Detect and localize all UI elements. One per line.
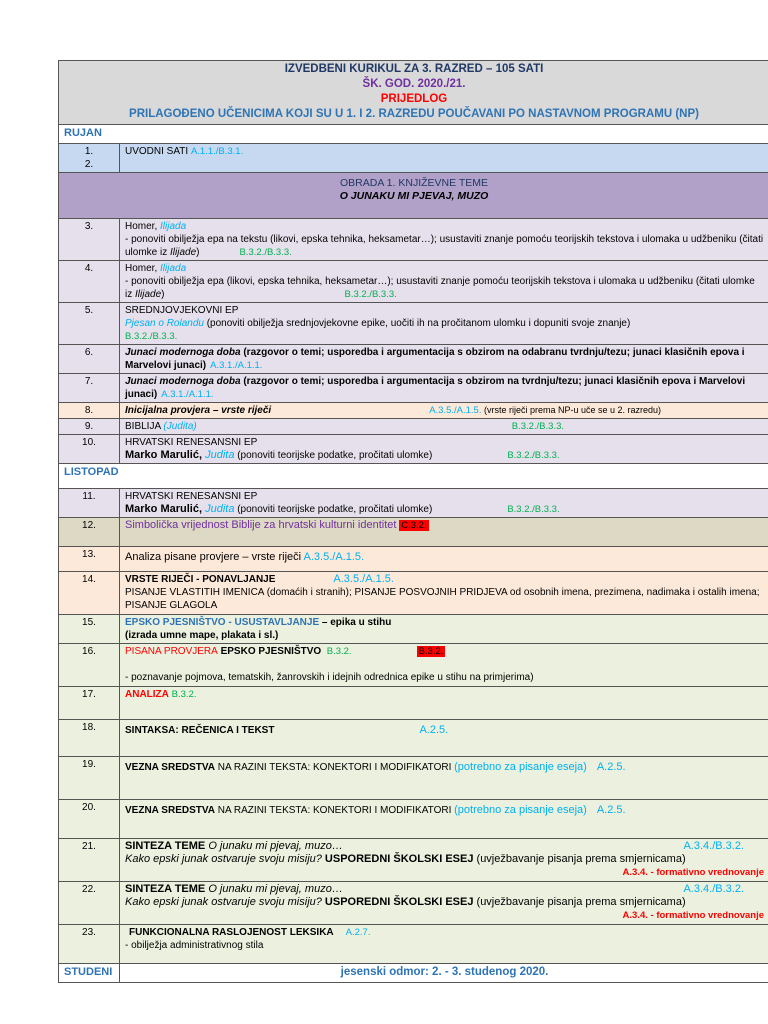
lesson-heading: HRVATSKI RENESANSNI EP (125, 437, 258, 448)
lesson-number: 8. (59, 403, 120, 419)
lesson-heading: SREDNJOVJEKOVNI EP (125, 305, 239, 316)
work-title: Judita (205, 449, 235, 461)
lesson-heading: VRSTE RIJEČI - PONAVLJANJE (125, 574, 276, 585)
lesson-number: 15. (59, 615, 120, 644)
table-row (59, 720, 768, 757)
outcome-code: B.3.2./B.3.3. (511, 421, 565, 432)
lesson-number: 19. (59, 757, 120, 800)
lesson-text: (uvježbavanje pisanja prema smjernicama) (473, 896, 686, 908)
assessment-note: A.3.4. - formativno vrednovanje (622, 867, 765, 878)
outcome-code: B.3.2./B.3.3. (125, 331, 178, 342)
table-row (59, 261, 768, 303)
outcome-code: A.3.4./B.3.2. (683, 840, 745, 852)
lesson-number: 14. (59, 572, 120, 615)
lesson-heading: PISANA PROVJERA (125, 646, 218, 657)
lesson-heading: ANALIZA (125, 689, 169, 700)
lesson-heading: VEZNA SREDSTVA (125, 805, 216, 816)
lesson-number: 17. (59, 687, 120, 720)
lesson-text: - ponoviti obilježja epa na tekstu (likovi, epska tehnika, heksametar…); usustaviti znanje pomoću teorijskih tekstova i ulomaka u udžbeniku (čitati ulomke iz (125, 234, 764, 258)
lesson-number: 7. (59, 374, 120, 403)
lesson-number: 11. (59, 489, 120, 518)
outcome-code: B.3.2./B.3.3. (344, 289, 397, 300)
outcome-code: A.3.5./A.1.5. (333, 573, 394, 585)
lesson-subheading: – epika u stihu (319, 617, 392, 628)
outcome-code: A.3.1./A.1.1. (161, 389, 214, 400)
table-row (59, 644, 768, 687)
outcome-code: B.3.2. (326, 646, 352, 657)
lesson-number: 12. (59, 518, 120, 547)
month-row-listopad (59, 464, 768, 489)
outcome-code: A.3.4./B.3.2. (683, 883, 745, 895)
paren: ) (196, 247, 200, 258)
school-year: ŠK. GOD. 2020./21. (362, 78, 466, 90)
table-row (59, 572, 768, 615)
lesson-heading: Inicijalna provjera – vrste riječi (125, 405, 272, 416)
lesson-number: 21. (59, 839, 120, 882)
lesson-text: NA RAZINI TEKSTA: KONEKTORI I MODIFIKATORI (215, 805, 455, 816)
holiday-note: jesenski odmor: 2. - 3. studenog 2020. (340, 966, 549, 978)
lesson-subheading: EPSKO PJESNIŠTVO (217, 646, 322, 657)
work-ref: Ilijade (170, 247, 197, 258)
table-row (59, 489, 768, 518)
table-row (59, 419, 768, 435)
month-label: LISTOPAD (64, 466, 119, 478)
lesson-number: 1. 2. (59, 144, 120, 173)
lesson-heading: Simbolička vrijednost Biblije za hrvatski kulturni identitet (125, 519, 397, 531)
lesson-heading: VEZNA SREDSTVA (125, 762, 216, 773)
lesson-heading: Junaci modernoga doba (125, 347, 241, 358)
lesson-text: (uvježbavanje pisanja prema smjernicama) (473, 853, 686, 865)
lesson-question: Kako epski junak ostvaruje svoju misiju? (125, 853, 322, 865)
month-row-rujan (59, 125, 768, 144)
section-row (59, 173, 768, 219)
table-row (59, 687, 768, 720)
paren: ) (161, 289, 165, 300)
author: Marko Marulić, (125, 503, 206, 515)
lesson-note: (potrebno za pisanje eseja) (454, 761, 587, 773)
table-row (59, 219, 768, 261)
lesson-heading: SINTEZA TEME (125, 840, 206, 852)
lesson-number: 6. (59, 345, 120, 374)
outcome-code: A.2.5. (596, 761, 626, 773)
table-row (59, 925, 768, 964)
work-title: Ilijada (160, 221, 187, 232)
section-theme: O JUNAKU MI PJEVAJ, MUZO (339, 190, 489, 202)
assessment-note: A.3.4. - formativno vrednovanje (622, 910, 765, 921)
lesson-number: 9. (59, 419, 120, 435)
lesson-text: - ponoviti obilježja epa (likovi, epska tehnika, heksametar…); usustaviti znanje pomoću teorijskih tekstova i ulomaka u udžbeniku (čitati ulomke iz (125, 276, 755, 300)
table-row (59, 403, 768, 419)
lesson-text: (ponoviti teorijske podatke, pročitati ulomke) (234, 504, 433, 515)
lesson-text: (razgovor o temi; usporedba i argumentacija s obzirom na tvrdnju/tezu; junaci klasičnih epova i Marvelovi junaci) (125, 376, 746, 400)
adapted-note: PRILAGOĐENO UČENICIMA KOJI SU U 1. I 2. RAZREDU POUČAVANI PO NASTAVNOM PROGRAMU (NP) (129, 108, 699, 120)
outcome-code: B.3.2./B.3.3. (507, 450, 560, 461)
lesson-heading: Analiza pisane provjere – vrste riječi (125, 551, 304, 563)
lesson-number: 23. (59, 925, 120, 964)
table-row (59, 839, 768, 882)
curriculum-table (58, 60, 768, 983)
lesson-number: 16. (59, 644, 120, 687)
lesson-text: - poznavanje pojmova, tematskih, žanrovskih i idejnih odrednica epike u stihu na primjerima) (125, 672, 534, 683)
outcome-code: A.2.5. (596, 804, 626, 816)
lesson-text: (razgovor o temi; usporedba i argumentacija s obzirom na odabranu tvrdnju/tezu; junaci klasičnih epova i Marvelovi junaci) (125, 347, 745, 371)
essay-type: USPOREDNI ŠKOLSKI ESEJ (321, 896, 474, 908)
section-title: OBRADA 1. KNJIŽEVNE TEME (340, 177, 489, 189)
lesson-text: NA RAZINI TEKSTA: KONEKTORI I MODIFIKATORI (215, 762, 455, 773)
lesson-number: 13. (59, 547, 120, 572)
lesson-text: - obilježja administrativnog stila (125, 940, 264, 951)
outcome-code: A.2.7. (345, 927, 371, 938)
lesson-note: (potrebno za pisanje eseja) (454, 804, 587, 816)
month-label: STUDENI (64, 966, 113, 978)
lesson-heading: SINTAKSA: REČENICA I TEKST (125, 725, 275, 736)
outcome-code: A.3.5./A.1.5. (303, 551, 365, 563)
lesson-heading: FUNKCIONALNA RASLOJENOST LEKSIKA (129, 927, 334, 938)
author: Homer, (125, 221, 161, 232)
lesson-text: (ponoviti teorijske podatke, pročitati ulomke) (234, 450, 433, 461)
lesson-number: 22. (59, 882, 120, 925)
author: Marko Marulić, (125, 449, 206, 461)
table-row (59, 435, 768, 464)
essay-type: USPOREDNI ŠKOLSKI ESEJ (321, 853, 474, 865)
lesson-heading: BIBLIJA (125, 421, 164, 432)
author: Homer, (125, 263, 161, 274)
outcome-code: B.3.2./B.3.3. (507, 504, 560, 515)
lesson-heading: SINTEZA TEME (125, 883, 206, 895)
outcome-code-2: B.3.2. (418, 646, 444, 657)
lesson-number: 18. (59, 720, 120, 757)
outcome-code: B.3.2. (171, 689, 197, 700)
table-row (59, 615, 768, 644)
lesson-heading: EPSKO PJESNIŠTVO - USUSTAVLJANJE (125, 617, 320, 628)
work-title: Pjesan o Rolandu (125, 318, 204, 329)
table-row (59, 518, 768, 547)
work-title: O junaku mi pjevaj, muzo… (205, 840, 343, 852)
header-row (59, 61, 768, 125)
lesson-text: (izrada umne mape, plakata i sl.) (125, 630, 279, 641)
work-ref: Ilijade (135, 289, 162, 300)
table-row (59, 547, 768, 572)
work-title: O junaku mi pjevaj, muzo… (205, 883, 343, 895)
lesson-number: 3. (59, 219, 120, 261)
month-label: RUJAN (64, 127, 102, 139)
lesson-heading: Junaci modernoga doba (125, 376, 241, 387)
lesson-text: UVODNI SATI (125, 146, 191, 157)
outcome-code: A.2.5. (419, 724, 449, 736)
lesson-text: (ponoviti obilježja srednjovjekovne epike, uočiti ih na pročitanom ulomku i dopuniti svoje znanje) (203, 318, 631, 329)
outcome-code: A.3.5./A.1.5. (429, 405, 482, 416)
work-title: Judita (205, 503, 235, 515)
work-title: (Judita) (163, 421, 197, 432)
lesson-note: (vrste riječi prema NP-u uče se u 2. razredu) (481, 405, 662, 415)
outcome-code: B.3.2./B.3.3. (239, 247, 292, 258)
lesson-number: 10. (59, 435, 120, 464)
outcome-code: A.3.1./A.1.1. (210, 360, 263, 371)
table-row (59, 757, 768, 800)
table-row (59, 800, 768, 839)
table-row (59, 374, 768, 403)
month-row-studeni (59, 964, 768, 983)
table-row (59, 144, 768, 173)
proposal-label: PRIJEDLOG (380, 93, 448, 105)
outcome-code: C.3.2. (401, 520, 427, 531)
outcome-code: A.1.1./B.3.1. (190, 146, 244, 157)
table-row (59, 303, 768, 345)
work-title: Ilijada (160, 263, 187, 274)
table-row (59, 345, 768, 374)
table-row (59, 882, 768, 925)
lesson-question: Kako epski junak ostvaruje svoju misiju? (125, 896, 322, 908)
lesson-number: 4. (59, 261, 120, 303)
lesson-number: 20. (59, 800, 120, 839)
doc-title: IZVEDBENI KURIKUL ZA 3. RAZRED – 105 SATI (284, 63, 544, 75)
lesson-heading: HRVATSKI RENESANSNI EP (125, 491, 258, 502)
lesson-number: 5. (59, 303, 120, 345)
lesson-text: PISANJE VLASTITIH IMENICA (domaćih i stranih); PISANJE POSVOJNIH PRIDJEVA od osobnih imena, prezimena, nadimaka i ostalih imena; PISANJE GLAGOLA (125, 587, 760, 611)
